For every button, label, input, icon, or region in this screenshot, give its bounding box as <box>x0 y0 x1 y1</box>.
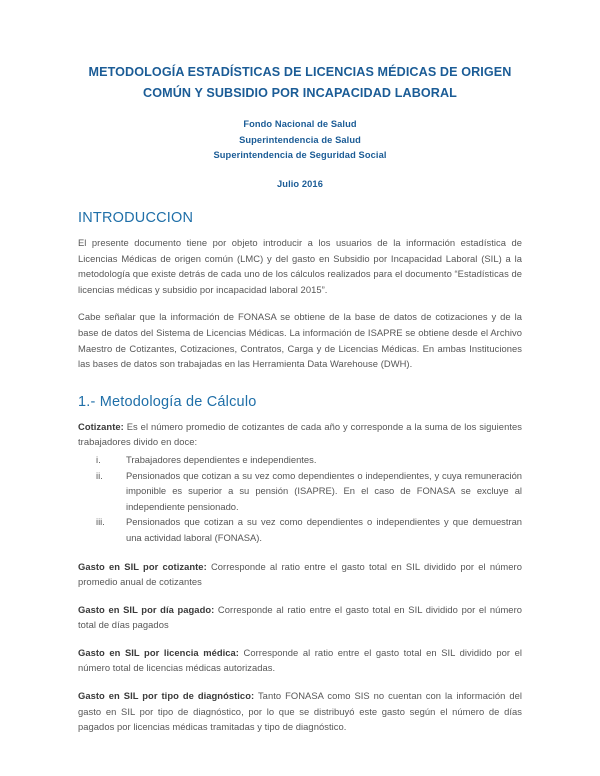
definition-term: Gasto en SIL por cotizante: <box>78 560 207 572</box>
section-heading-introduccion: INTRODUCCION <box>78 210 194 226</box>
definition-text: Corresponde al ratio entre el gasto total en SIL dividido por el número promedio anual de cotizantes <box>78 560 522 588</box>
definition-gasto-tipo-diagnostico <box>78 688 522 735</box>
definition-gasto-licencia-medica <box>78 645 522 676</box>
document-title-line-1: METODOLOGÍA ESTADÍSTICAS DE LICENCIAS MÉDICAS DE ORIGEN <box>88 65 512 79</box>
organization-line-2: Superintendencia de Salud <box>239 134 361 145</box>
list-item: Pensionados que cotizan a su vez como dependientes o independientes, y cuya remuneración imponible es superior a su pensión (ISAPRE). En el caso de FONASA se excluye al independiente pensionado. <box>126 469 522 512</box>
list-item: Trabajadores dependientes e independientes. <box>126 453 317 465</box>
organization-line-3: Superintendencia de Seguridad Social <box>213 150 387 160</box>
definition-text: Tanto FONASA como SIS no cuentan con la información del gasto en SIL por tipo de diagnóstico, por lo que se distribuyó este gasto según el número de días pagados por licencias médicas tramitadas y tipo de diagnóstico. <box>78 690 522 733</box>
introduccion-paragraph-2: Cabe señalar que la información de FONASA se obtiene de la base de datos de cotizaciones y de la base de datos del Sistema de Licencias Médicas. La información de ISAPRE se obtiene desde el Archivo Maestro de Cotizantes, Cotizaciones, Contratos, Carga y de Licencias Médicas. En ambas Instituciones las bases de datos son trabajadas en las Herramienta Data Warehouse (DWH). <box>78 311 522 370</box>
definition-term: Gasto en SIL por día pagado: <box>78 603 215 615</box>
list-item: Pensionados que cotizan a su vez como dependientes o independientes y que demuestran una actividad laboral (FONASA). <box>126 516 522 543</box>
definition-text: Corresponde al ratio entre el gasto total en SIL dividido por el número total de días pagados <box>78 603 523 631</box>
organization-line-1: Fondo Nacional de Salud <box>243 119 357 129</box>
organization-block <box>78 117 522 164</box>
definition-term: Gasto en SIL por tipo de diagnóstico: <box>78 690 255 702</box>
definition-gasto-dia-pagado <box>78 602 522 633</box>
definition-term: Gasto en SIL por licencia médica: <box>78 646 239 658</box>
document-title-line-2: COMÚN Y SUBSIDIO POR INCAPACIDAD LABORAL <box>143 86 457 100</box>
cotizante-text: Es el número promedio de cotizantes de cada año y corresponde a la suma de los siguientes trabajadores divido en doce: <box>78 420 522 448</box>
cotizante-term: Cotizante: <box>78 420 124 432</box>
cotizante-list <box>78 452 522 546</box>
introduccion-paragraph-1: El presente documento tiene por objeto introducir a los usuarios de la información estadística de Licencias Médicas de origen común (LMC) y del gasto en Subsidio por Incapacidad Laboral (SIL) a la metodología que existe detrás de cada uno de los cálculos realizados para el documento “Estadísticas de licencias médicas y subsidio por incapacidad laboral 2015”. <box>78 237 522 295</box>
definition-gasto-cotizante <box>78 559 522 590</box>
cotizante-definition <box>78 419 522 450</box>
section-heading-metodologia: 1.- Metodología de Cálculo <box>78 393 257 410</box>
document-title <box>78 62 522 104</box>
definition-text: Corresponde al ratio entre el gasto total en SIL dividido por el número total de licencias médicas autorizadas. <box>78 646 522 674</box>
document-date: Julio 2016 <box>277 178 323 189</box>
